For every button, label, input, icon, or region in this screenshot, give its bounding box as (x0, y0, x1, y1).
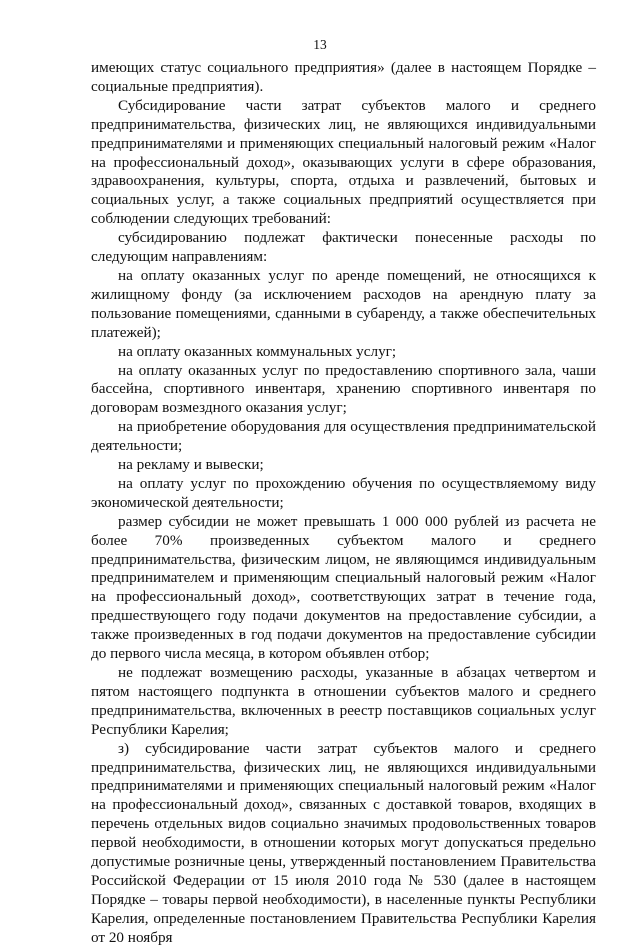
paragraph-training: на оплату услуг по прохождению обучения по осуществляемому виду экономической деятельности; (91, 474, 596, 511)
paragraph-item-z: з) субсидирование части затрат субъектов малого и среднего предпринимательства, физических лиц, не являющихся индивидуальными предпринимателями и применяющих специальный налоговый режим «Налог на профессиональный доход», связанных с доставкой товаров, входящих в перечень отдельных видов социально значимых продовольственных товаров первой необходимости, в отношении которых могут допускаться предельно допустимые розничные цены, утвержденный постановлением Правительства Российской Федерации от 15 июля 2010 года № 530 (далее в настоящем Порядке – товары первой необходимости), в населенные пункты Республики Карелия, определенные постановлением Правительства Республики Карелия от 20 ноября (91, 739, 596, 946)
paragraph-subsidy-requirements: Субсидирование части затрат субъектов малого и среднего предпринимательства, физических лиц, не являющихся индивидуальными предпринимателями и применяющих специальный налоговый режим «Налог на профессиональный доход», оказывающих услуги в сфере образования, здравоохранения, культуры, спорта, отдыха и развлечений, бытовых и социальных услуг, а также социальных предприятий осуществляется при соблюдении следующих требований: (91, 96, 596, 228)
paragraph-sports-facilities: на оплату оказанных услуг по предоставлению спортивного зала, чаши бассейна, спортивного инвентаря, хранению спортивного инвентаря по договорам возмездного оказания услуг; (91, 361, 596, 417)
paragraph-exclusions: не подлежат возмещению расходы, указанные в абзацах четвертом и пятом настоящего подпункта в отношении субъектов малого и среднего предпринимательства, включенных в реестр поставщиков социальных услуг Республики Карелия; (91, 664, 596, 738)
document-body (91, 59, 596, 948)
paragraph-advertising: на рекламу и вывески; (118, 456, 264, 474)
paragraph-continuation: имеющих статус социального предприятия» (далее в настоящем Порядке – социальные предприятия). (91, 59, 596, 95)
paragraph-expense-directions: субсидированию подлежат фактически понесенные расходы по следующим направлениям: (91, 229, 596, 266)
paragraph-utilities: на оплату оказанных коммунальных услуг; (118, 342, 397, 360)
paragraph-rent: на оплату оказанных услуг по аренде помещений, не относящихся к жилищному фонду (за исключением расходов на арендную плату за пользование помещениями, сданными в субаренду, а также обеспечительных платежей); (91, 266, 596, 341)
paragraph-equipment: на приобретение оборудования для осуществления предпринимательской деятельности; (91, 418, 596, 455)
page-number: 13 (313, 37, 327, 52)
paragraph-subsidy-amount: размер субсидии не может превышать 1 000 000 рублей из расчета не более 70% произведенных субъектом малого и среднего предпринимательства, физическим лицом, не являющимся индивидуальным предпринимателем и применяющим специальный налоговый режим «Налог на профессиональный доход», соответствующих затрат в течение года, предшествующего году подачи документов на предоставление субсидии, а также произведенных в год подачи документов на предоставление субсидии до первого числа месяца, в котором объявлен отбор; (91, 512, 596, 663)
